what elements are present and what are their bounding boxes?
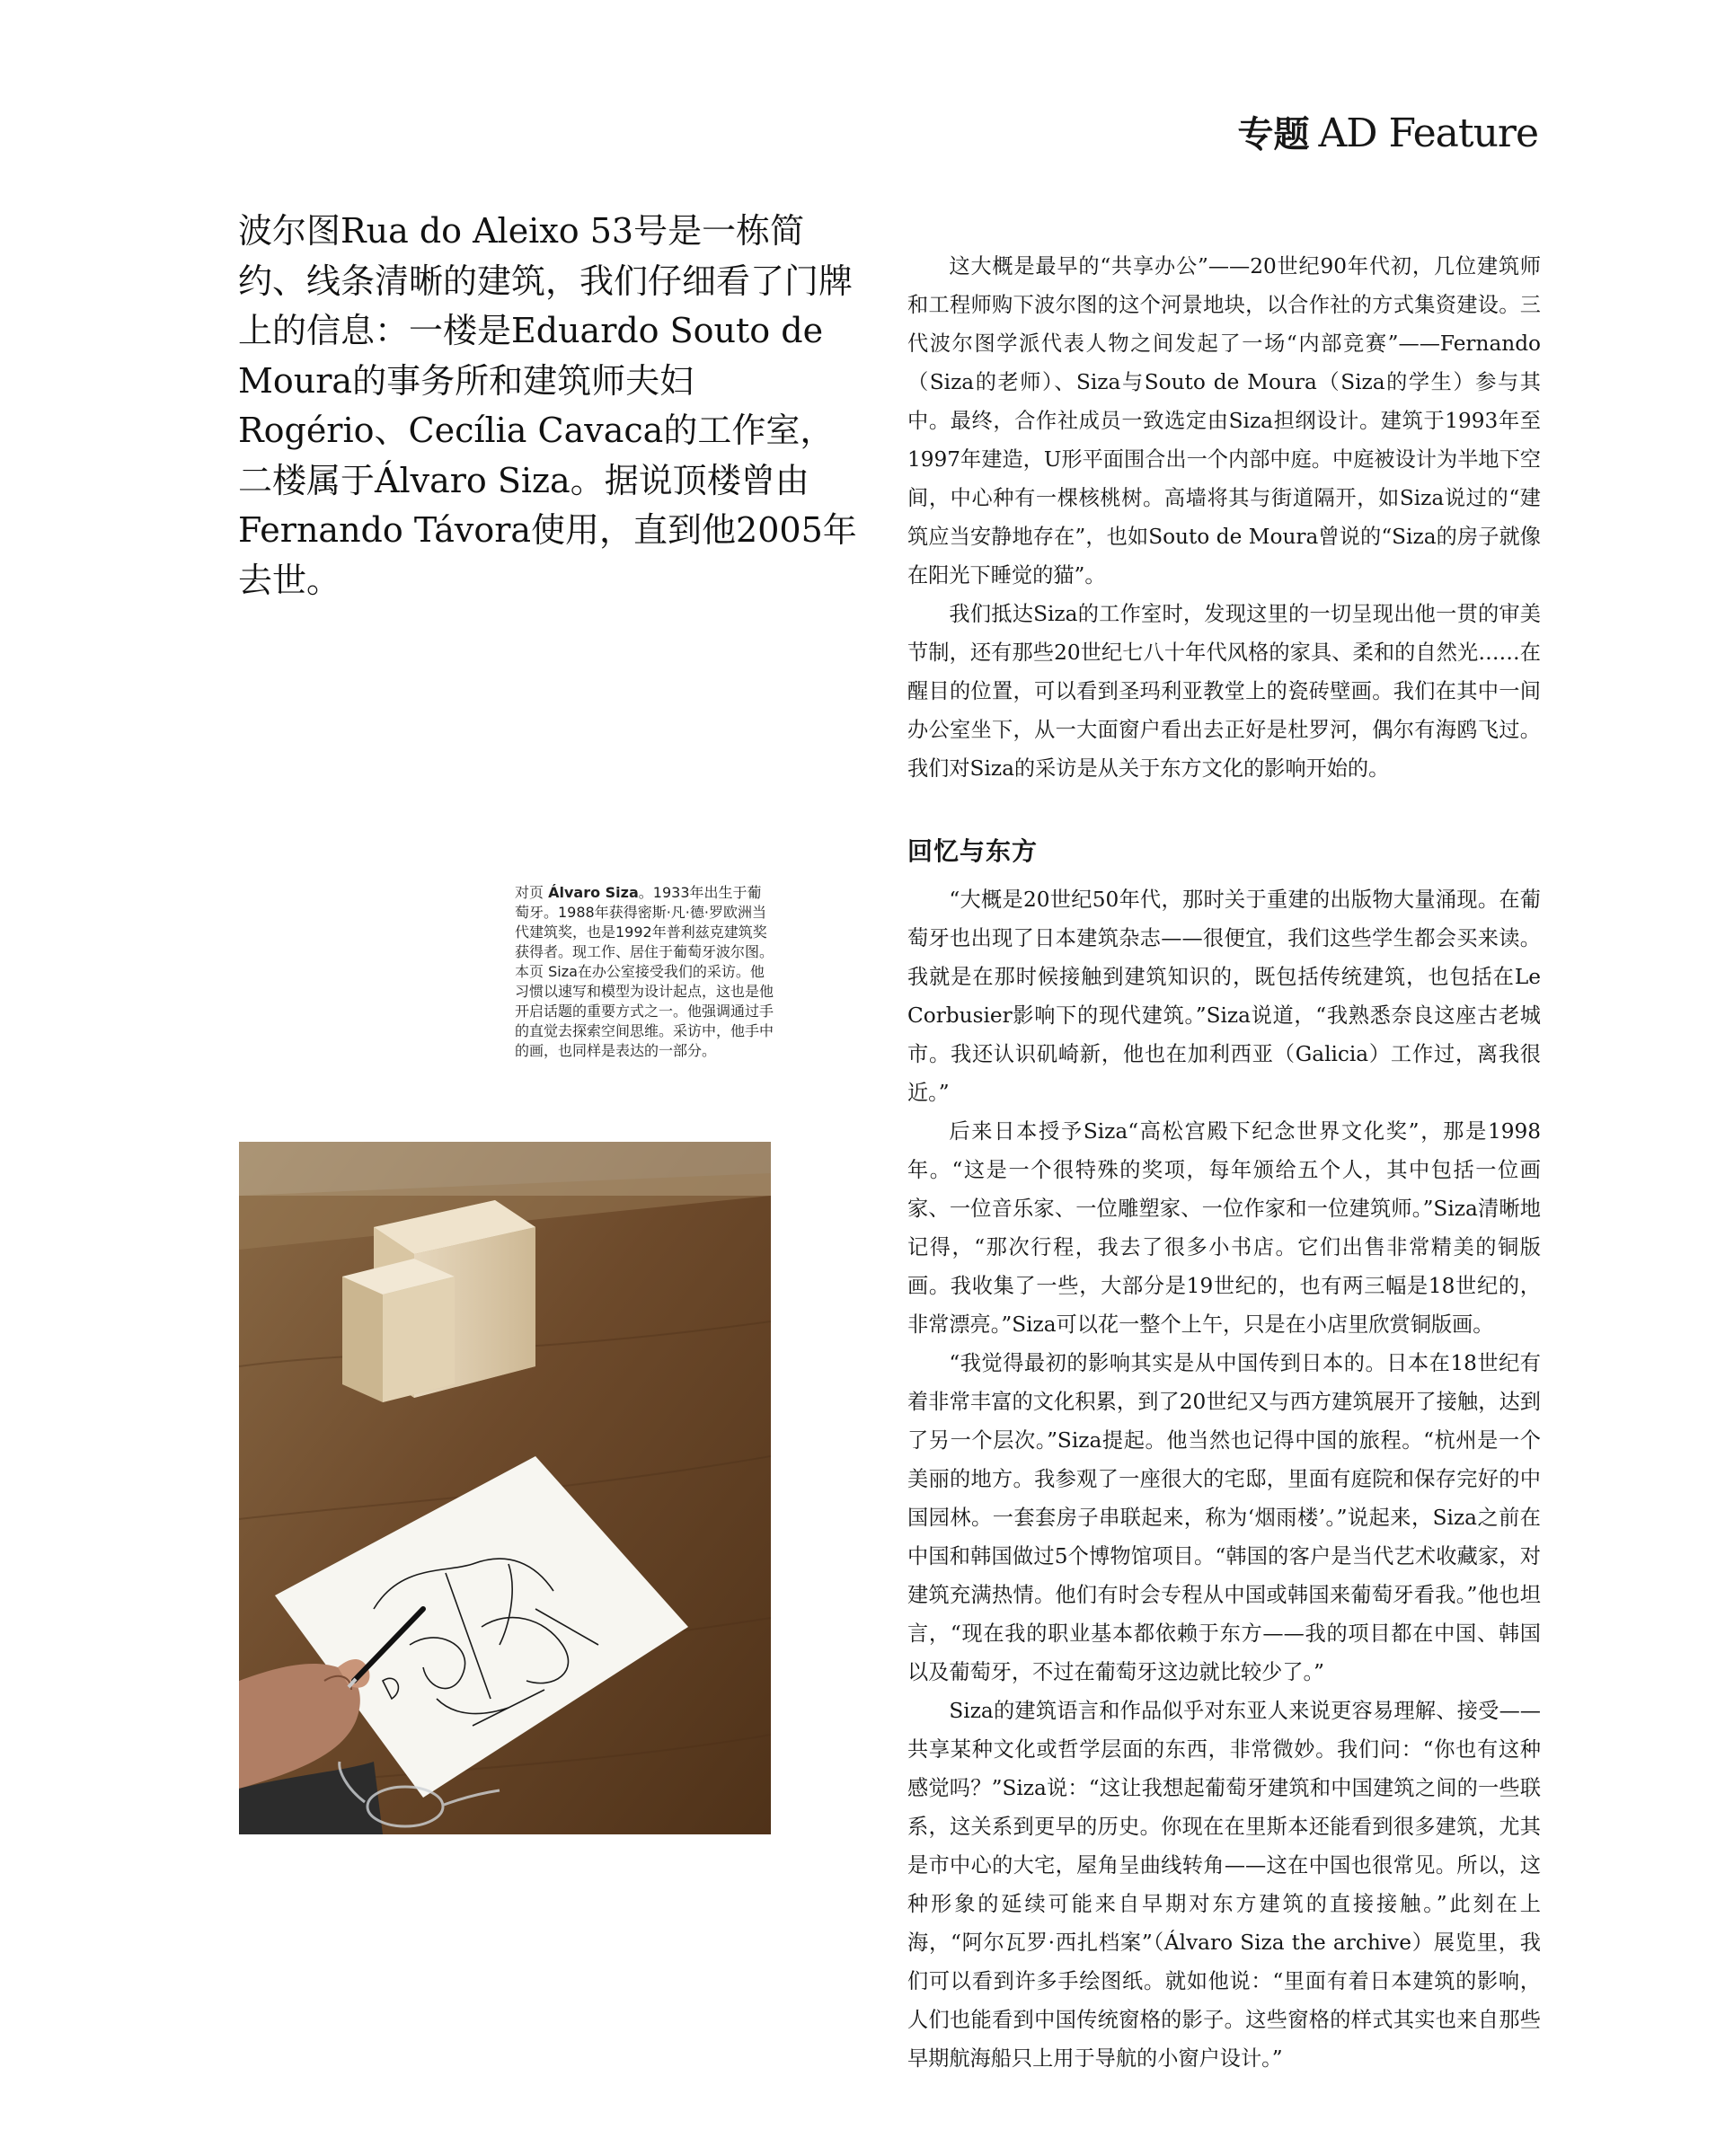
- caption-text: Siza在办公室接受我们的采访。他习惯以速写和模型为设计起点，这也是他开启话题的重要方式之一。他强调通过手的直觉去探索空间思维。采访中，他手中的画，也同样是表达的一部分。: [515, 963, 774, 1059]
- caption-block-facing-page: [515, 883, 775, 962]
- article-paragraph: “我觉得最初的影响其实是从中国传到日本的。日本在18世纪有着非常丰富的文化积累，到了20世纪又与西方建筑展开了接触，达到了另一个层次。”Siza提起。他当然也记得中国的旅程。“杭州是一个美丽的地方。我参观了一座很大的宅邸，里面有庭院和保存完好的中国园林。一套套房子串联起来，称为‘烟雨楼’。”说起来，Siza之前在中国和韩国做过5个博物馆项目。“韩国的客户是当代艺术收藏家，对建筑充满热情。他们有时会专程从中国或韩国来葡萄牙看我。”他也坦言，“现在我的职业基本都依赖于东方——我的项目都在中国、韩国以及葡萄牙，不过在葡萄牙这边就比较少了。”: [907, 1351, 1541, 1684]
- section-header: [1237, 106, 1538, 157]
- caption-label: 对页: [515, 884, 544, 901]
- article-paragraph: 后来日本授予Siza“高松宫殿下纪念世界文化奖”，那是1998年。“这是一个很特殊的奖项，每年颁给五个人，其中包括一位画家、一位音乐家、一位雕塑家、一位作家和一位建筑师。”Siza清晰地记得，“那次行程，我去了很多小书店。它们出售非常精美的铜版画。我收集了一些，大部分是19世纪的，也有两三幅是18世纪的，非常漂亮。”Siza可以花一整个上午，只是在小店里欣赏铜版画。: [907, 1119, 1541, 1337]
- article-paragraph: 我们抵达Siza的工作室时，发现这里的一切呈现出他一贯的审美节制，还有那些20世纪七八十年代风格的家具、柔和的自然光……在醒目的位置，可以看到圣玛利亚教堂上的瓷砖壁画。我们在其中一间办公室坐下，从一大面窗户看出去正好是杜罗河，偶尔有海鸥飞过。我们对Siza的采访是从关于东方文化的影响开始的。: [907, 602, 1541, 781]
- article-body: [907, 247, 1541, 2078]
- photo-siza-sketching: [239, 1142, 771, 1834]
- article-subhead: 回忆与东方: [907, 836, 1039, 866]
- caption-block-this-page: [515, 962, 775, 1061]
- caption-label: 本页: [515, 963, 544, 980]
- section-label-en: AD Feature: [1318, 110, 1538, 156]
- caption-name: Álvaro Siza: [548, 884, 639, 901]
- article-paragraph: “大概是20世纪50年代，那时关于重建的出版物大量涌现。在葡萄牙也出现了日本建筑杂志——很便宜，我们这些学生都会买来读。我就是在那时候接触到建筑知识的，既包括传统建筑，也包括在Le Corbusier影响下的现代建筑。”Siza说道，“我熟悉奈良这座古老城市。我还认识矶崎新，他也在加利西亚（Galicia）工作过，离我很近。”: [907, 888, 1541, 1105]
- section-label-cn: 专题: [1237, 114, 1310, 155]
- photo-caption: [515, 883, 775, 1061]
- lead-paragraph: 波尔图Rua do Aleixo 53号是一栋简约、线条清晰的建筑，我们仔细看了门牌上的信息：一楼是Eduardo Souto de Moura的事务所和建筑师夫妇Rogério、Cecília Cavaca的工作室，二楼属于Álvaro Siza。据说顶楼曾由Fernando Távora使用，直到他2005年去世。: [238, 211, 857, 600]
- article-paragraph: 这大概是最早的“共享办公”——20世纪90年代初，几位建筑师和工程师购下波尔图的这个河景地块，以合作社的方式集资建设。三代波尔图学派代表人物之间发起了一场“内部竞赛”——Fernando（Siza的老师）、Siza与Souto de Moura（Siza的学生）参与其中。最终，合作社成员一致选定由Siza担纲设计。建筑于1993年至1997年建造，U形平面围合出一个内部中庭。中庭被设计为半地下空间，中心种有一棵核桃树。高墙将其与街道隔开，如Siza说过的“建筑应当安静地存在”，也如Souto de Moura曾说的“Siza的房子就像在阳光下睡觉的猫”。: [907, 254, 1541, 588]
- photo-illustration: [239, 1142, 771, 1834]
- caption-text: 。1933年出生于葡萄牙。1988年获得密斯·凡·德·罗欧洲当代建筑奖，也是1992年普利兹克建筑奖获得者。现工作、居住于葡萄牙波尔图。: [515, 884, 774, 960]
- article-paragraph: Siza的建筑语言和作品似乎对东亚人来说更容易理解、接受——共享某种文化或哲学层面的东西，非常微妙。我们问：“你也有这种感觉吗？”Siza说：“这让我想起葡萄牙建筑和中国建筑之间的一些联系，这关系到更早的历史。你现在在里斯本还能看到很多建筑，尤其是市中心的大宅，屋角呈曲线转角——这在中国也很常见。所以，这种形象的延续可能来自早期对东方建筑的直接接触。”此刻在上海，“阿尔瓦罗·西扎档案”（Álvaro Siza the archive）展览里，我们可以看到许多手绘图纸。就如他说：“里面有着日本建筑的影响，人们也能看到中国传统窗格的影子。这些窗格的样式其实也来自那些早期航海船只上用于导航的小窗户设计。”: [907, 1699, 1541, 2071]
